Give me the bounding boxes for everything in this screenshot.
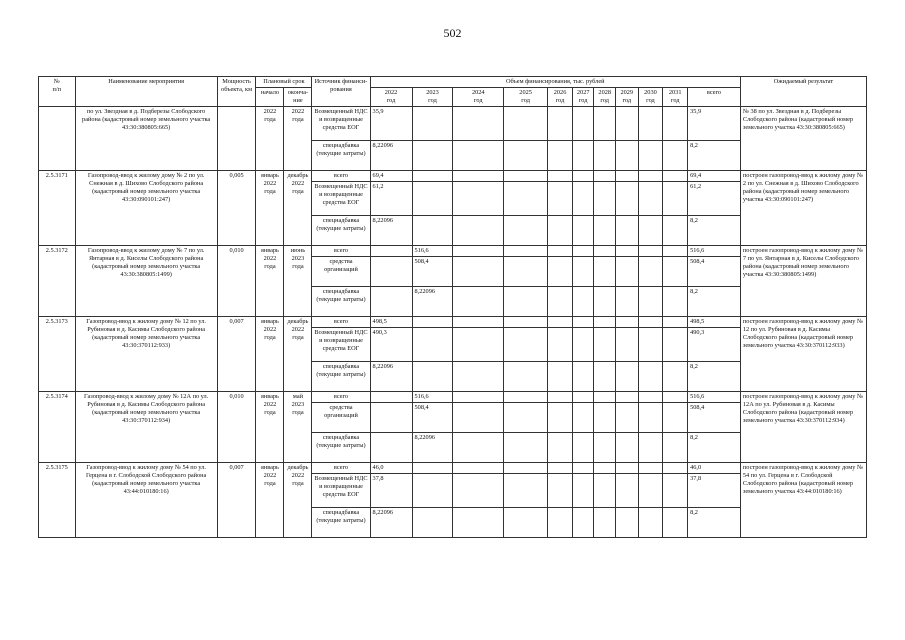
funding-value: [663, 362, 688, 392]
term-end: 2022 года: [284, 107, 312, 171]
funding-value: [638, 317, 663, 328]
header-year-7: 2029 год: [615, 88, 638, 107]
funding-value: [615, 433, 638, 463]
funding-value: 8,22096: [412, 433, 453, 463]
funding-total: 508,4: [688, 403, 741, 433]
funding-source: средства организаций: [312, 403, 370, 433]
funding-value: [594, 141, 616, 171]
funding-value: [615, 362, 638, 392]
funding-value: [453, 287, 504, 317]
term-start: 2022 года: [256, 107, 284, 171]
funding-value: [504, 392, 548, 403]
funding-value: [663, 403, 688, 433]
measure-name: Газопровод-ввод к жилому дому № 12 по ул. Рубиновая в д. Касимы Слободского района (кадастровый номер земельного участка 43:30:370112:933): [75, 317, 217, 392]
funding-value: [548, 362, 573, 392]
funding-value: 8,22096: [370, 141, 412, 171]
measure-number: 2.5.3175: [39, 463, 76, 538]
funding-value: [638, 257, 663, 287]
funding-value: [663, 107, 688, 141]
funding-value: [548, 287, 573, 317]
funding-value: [615, 287, 638, 317]
measure-capacity: 0,005: [217, 171, 256, 246]
funding-value: [548, 182, 573, 216]
funding-value: [663, 257, 688, 287]
funding-value: [638, 287, 663, 317]
funding-value: [615, 463, 638, 474]
header-year-0: 2022 год: [370, 88, 412, 107]
funding-value: [638, 433, 663, 463]
funding-value: [615, 474, 638, 508]
expected-result: № 38 по ул. Звездная в д. Подберезы Слободского района (кадастровый номер земельного участка 43:30:380805:665): [740, 107, 866, 171]
funding-value: [572, 362, 594, 392]
funding-value: [663, 141, 688, 171]
funding-value: [453, 403, 504, 433]
funding-value: [615, 392, 638, 403]
page-number: 502: [443, 26, 462, 40]
funding-value: 516,6: [412, 246, 453, 257]
funding-value: [594, 317, 616, 328]
term-end: май 2023 года: [284, 392, 312, 463]
funding-value: [453, 508, 504, 538]
funding-value: [412, 463, 453, 474]
funding-value: [594, 362, 616, 392]
funding-total: 46,0: [688, 463, 741, 474]
funding-value: [638, 474, 663, 508]
funding-value: [572, 216, 594, 246]
funding-value: [572, 171, 594, 182]
funding-value: [453, 474, 504, 508]
funding-table: [38, 76, 867, 538]
funding-value: [615, 328, 638, 362]
funding-value: [594, 216, 616, 246]
funding-value: 8,22096: [412, 287, 453, 317]
funding-value: [615, 171, 638, 182]
measure-name: по ул. Звездная в д. Подберезы Слободского района (кадастровый номер земельного участка 43:30:380805:665): [75, 107, 217, 171]
measure-capacity: 0,007: [217, 463, 256, 538]
funding-value: [572, 474, 594, 508]
measure-name: Газопровод-ввод к жилому дому № 12А по ул. Рубиновая в д. Касимы Слободского района (кадастровый номер земельного участка 43:30:370112:934): [75, 392, 217, 463]
funding-value: [638, 463, 663, 474]
funding-value: [594, 463, 616, 474]
term-end: декабрь 2022 года: [284, 317, 312, 392]
term-end: декабрь 2022 года: [284, 463, 312, 538]
funding-total: 516,6: [688, 246, 741, 257]
funding-value: [370, 403, 412, 433]
table-row: [39, 171, 867, 182]
header-year-5: 2027 год: [572, 88, 594, 107]
header-year-6: 2028 год: [594, 88, 616, 107]
funding-value: 8,22096: [370, 362, 412, 392]
funding-value: [412, 474, 453, 508]
funding-value: [548, 474, 573, 508]
funding-value: [453, 362, 504, 392]
funding-value: [548, 328, 573, 362]
term-start: январь 2022 года: [256, 392, 284, 463]
funding-total: 8,2: [688, 216, 741, 246]
funding-value: [638, 403, 663, 433]
funding-value: 516,6: [412, 392, 453, 403]
funding-value: [572, 508, 594, 538]
funding-value: [572, 257, 594, 287]
funding-value: [504, 216, 548, 246]
funding-source: Возмещенный НДС и возвращенные средства ЕОГ: [312, 474, 370, 508]
funding-source: средства организаций: [312, 257, 370, 287]
funding-value: [504, 141, 548, 171]
funding-value: [504, 328, 548, 362]
table-row: [39, 463, 867, 474]
funding-source: всего: [312, 246, 370, 257]
funding-total: 8,2: [688, 433, 741, 463]
funding-source: всего: [312, 392, 370, 403]
funding-value: [638, 141, 663, 171]
funding-total: 69,4: [688, 171, 741, 182]
funding-value: [412, 171, 453, 182]
funding-value: [453, 317, 504, 328]
funding-value: [594, 328, 616, 362]
expected-result: построен газопровод-ввод к жилому дому № 12А по ул. Рубиновая в д. Касимы Слободского района (кадастровый номер земельного участка 43:30:370112:934): [740, 392, 866, 463]
funding-value: [594, 508, 616, 538]
funding-value: [412, 508, 453, 538]
measure-capacity: 0,007: [217, 317, 256, 392]
funding-total: 490,3: [688, 328, 741, 362]
header-year-1: 2023 год: [412, 88, 453, 107]
funding-total: 8,2: [688, 141, 741, 171]
funding-value: [615, 246, 638, 257]
funding-value: [638, 392, 663, 403]
header-term-start: начало: [256, 88, 284, 107]
funding-value: [548, 403, 573, 433]
funding-source: Возмещенный НДС и возвращенные средства ЕОГ: [312, 328, 370, 362]
funding-value: [504, 474, 548, 508]
funding-value: 35,9: [370, 107, 412, 141]
funding-value: [504, 107, 548, 141]
funding-total: 61,2: [688, 182, 741, 216]
funding-source: спецнадбавка (текущие затраты): [312, 508, 370, 538]
funding-value: [572, 107, 594, 141]
funding-value: [504, 246, 548, 257]
funding-value: [615, 107, 638, 141]
funding-value: [594, 392, 616, 403]
header-source: Источник финанси- рования: [312, 77, 370, 107]
funding-value: [504, 362, 548, 392]
funding-value: 508,4: [412, 403, 453, 433]
term-end: декабрь 2022 года: [284, 171, 312, 246]
funding-value: [548, 257, 573, 287]
funding-value: [453, 141, 504, 171]
funding-value: [504, 317, 548, 328]
funding-value: [638, 362, 663, 392]
funding-value: [453, 433, 504, 463]
funding-total: 8,2: [688, 508, 741, 538]
measure-number: 2.5.3172: [39, 246, 76, 317]
measure-number: 2.5.3173: [39, 317, 76, 392]
expected-result: построен газопровод-ввод к жилому дому № 7 по ул. Янтарная в д. Киселы Слободского района (кадастровый номер земельного участка 43:30:380805:1499): [740, 246, 866, 317]
term-start: январь 2022 года: [256, 171, 284, 246]
header-term-end: оконча- ние: [284, 88, 312, 107]
funding-value: 508,4: [412, 257, 453, 287]
funding-value: [548, 107, 573, 141]
header-capacity: Мощность объекта, км: [217, 77, 256, 107]
table-body: [39, 107, 867, 538]
funding-value: [572, 392, 594, 403]
funding-value: [572, 403, 594, 433]
funding-value: [572, 463, 594, 474]
funding-value: [453, 246, 504, 257]
funding-value: [615, 317, 638, 328]
funding-source: Возмещенный НДС и возвращенные средства ЕОГ: [312, 182, 370, 216]
funding-value: [453, 328, 504, 362]
measure-name: Газопровод-ввод к жилому дому № 2 по ул. Снежная в д. Шихово Слободского района (кадастровый номер земельного участка 43:30:090101:247): [75, 171, 217, 246]
funding-value: [615, 403, 638, 433]
funding-value: [663, 216, 688, 246]
funding-value: [638, 171, 663, 182]
funding-value: [663, 171, 688, 182]
header-name: Наименование мероприятия: [75, 77, 217, 107]
funding-value: [548, 246, 573, 257]
funding-value: [663, 328, 688, 362]
funding-total: 8,2: [688, 362, 741, 392]
funding-value: [615, 141, 638, 171]
funding-value: [370, 287, 412, 317]
funding-value: [572, 246, 594, 257]
table-row: [39, 392, 867, 403]
funding-value: [504, 257, 548, 287]
funding-value: 37,8: [370, 474, 412, 508]
funding-source: спецнадбавка (текущие затраты): [312, 216, 370, 246]
funding-value: 8,22096: [370, 508, 412, 538]
funding-value: [638, 107, 663, 141]
term-start: январь 2022 года: [256, 246, 284, 317]
funding-value: [594, 287, 616, 317]
header-year-9: 2031 год: [663, 88, 688, 107]
funding-value: [412, 182, 453, 216]
funding-value: [453, 171, 504, 182]
funding-value: [594, 171, 616, 182]
funding-total: 516,6: [688, 392, 741, 403]
funding-value: [504, 287, 548, 317]
funding-value: [572, 433, 594, 463]
funding-value: [663, 392, 688, 403]
funding-value: [453, 257, 504, 287]
funding-value: [594, 246, 616, 257]
term-end: июнь 2023 года: [284, 246, 312, 317]
funding-source: спецнадбавка (текущие затраты): [312, 141, 370, 171]
header-term: Плановый срок: [256, 77, 312, 88]
measure-name: Газопровод-ввод к жилому дому № 7 по ул. Янтарная в д. Киселы Слободского района (кадастровый номер земельного участка 43:30:380805:1499): [75, 246, 217, 317]
funding-value: 69,4: [370, 171, 412, 182]
funding-source: Возмещенный НДС и возвращенные средства ЕОГ: [312, 107, 370, 141]
funding-value: [638, 182, 663, 216]
header-year-8: 2030 год: [638, 88, 663, 107]
expected-result: построен газопровод-ввод к жилому дому № 54 по ул. Герцена в г. Слободской Слободского района (кадастровый номер земельного участка 43:44:010180:16): [740, 463, 866, 538]
funding-value: [663, 246, 688, 257]
funding-total: 8,2: [688, 287, 741, 317]
funding-value: [663, 474, 688, 508]
funding-value: [615, 216, 638, 246]
header-result: Ожидаемый результат: [740, 77, 866, 107]
measure-number: 2.5.3171: [39, 171, 76, 246]
funding-value: [504, 508, 548, 538]
funding-value: [504, 171, 548, 182]
table-row: [39, 246, 867, 257]
measure-capacity: 0,010: [217, 246, 256, 317]
funding-source: всего: [312, 317, 370, 328]
table-header: [39, 77, 867, 107]
funding-value: [453, 216, 504, 246]
funding-value: [638, 216, 663, 246]
funding-total: 35,9: [688, 107, 741, 141]
funding-value: [572, 328, 594, 362]
funding-value: [453, 182, 504, 216]
funding-value: [548, 171, 573, 182]
funding-value: [370, 246, 412, 257]
funding-value: [548, 392, 573, 403]
funding-value: [504, 403, 548, 433]
funding-value: [412, 141, 453, 171]
funding-source: спецнадбавка (текущие затраты): [312, 433, 370, 463]
funding-value: [453, 392, 504, 403]
funding-value: [412, 216, 453, 246]
funding-value: [572, 287, 594, 317]
funding-value: [594, 433, 616, 463]
funding-value: [572, 182, 594, 216]
funding-value: [370, 392, 412, 403]
funding-value: [548, 141, 573, 171]
measure-number: 2.5.3174: [39, 392, 76, 463]
table-row: [39, 107, 867, 141]
funding-value: 498,5: [370, 317, 412, 328]
header-total: всего: [688, 88, 741, 107]
funding-value: [412, 107, 453, 141]
funding-value: [663, 508, 688, 538]
table-row: [39, 317, 867, 328]
funding-value: [594, 403, 616, 433]
funding-value: [663, 433, 688, 463]
funding-value: [548, 433, 573, 463]
funding-value: [412, 317, 453, 328]
funding-value: [615, 257, 638, 287]
funding-value: [412, 362, 453, 392]
funding-source: спецнадбавка (текущие затраты): [312, 287, 370, 317]
measure-number: [39, 107, 76, 171]
funding-source: спецнадбавка (текущие затраты): [312, 362, 370, 392]
funding-value: [412, 328, 453, 362]
expected-result: построен газопровод-ввод к жилому дому № 2 по ул. Снежная в д. Шихово Слободского района (кадастровый номер земельного участка 43:30:090101:247): [740, 171, 866, 246]
funding-value: [615, 508, 638, 538]
funding-value: [453, 463, 504, 474]
funding-value: [548, 216, 573, 246]
funding-total: 37,8: [688, 474, 741, 508]
measure-name: Газопровод-ввод к жилому дому № 54 по ул. Герцена в г. Слободской Слободского района (кадастровый номер земельного участка 43:44:010180:16): [75, 463, 217, 538]
funding-value: [638, 508, 663, 538]
funding-value: [663, 182, 688, 216]
header-year-2: 2024 год: [453, 88, 504, 107]
funding-value: [594, 182, 616, 216]
funding-value: [370, 257, 412, 287]
term-start: январь 2022 года: [256, 463, 284, 538]
funding-value: [548, 463, 573, 474]
funding-value: [548, 508, 573, 538]
funding-value: 8,22096: [370, 216, 412, 246]
header-funding: Объем финансирования, тыс. рублей: [370, 77, 740, 88]
funding-value: [663, 463, 688, 474]
expected-result: построен газопровод-ввод к жилому дому № 12 по ул. Рубиновая в д. Касимы Слободского района (кадастровый номер земельного участка 43:30:370112:933): [740, 317, 866, 392]
funding-total: 498,5: [688, 317, 741, 328]
funding-value: [572, 141, 594, 171]
funding-source: всего: [312, 171, 370, 182]
funding-value: [594, 474, 616, 508]
measure-capacity: [217, 107, 256, 171]
funding-value: [615, 182, 638, 216]
funding-value: 490,3: [370, 328, 412, 362]
header-num: № п/п: [39, 77, 76, 107]
funding-value: [638, 246, 663, 257]
funding-value: 61,2: [370, 182, 412, 216]
funding-value: [638, 328, 663, 362]
funding-total: 508,4: [688, 257, 741, 287]
funding-value: [504, 433, 548, 463]
funding-value: 46,0: [370, 463, 412, 474]
funding-value: [548, 317, 573, 328]
measure-capacity: 0,010: [217, 392, 256, 463]
funding-value: [504, 182, 548, 216]
header-year-4: 2026 год: [548, 88, 573, 107]
funding-value: [663, 287, 688, 317]
funding-value: [370, 433, 412, 463]
funding-source: всего: [312, 463, 370, 474]
funding-value: [594, 257, 616, 287]
term-start: январь 2022 года: [256, 317, 284, 392]
funding-value: [594, 107, 616, 141]
funding-value: [572, 317, 594, 328]
funding-value: [453, 107, 504, 141]
funding-value: [504, 463, 548, 474]
funding-value: [663, 317, 688, 328]
header-year-3: 2025 год: [504, 88, 548, 107]
